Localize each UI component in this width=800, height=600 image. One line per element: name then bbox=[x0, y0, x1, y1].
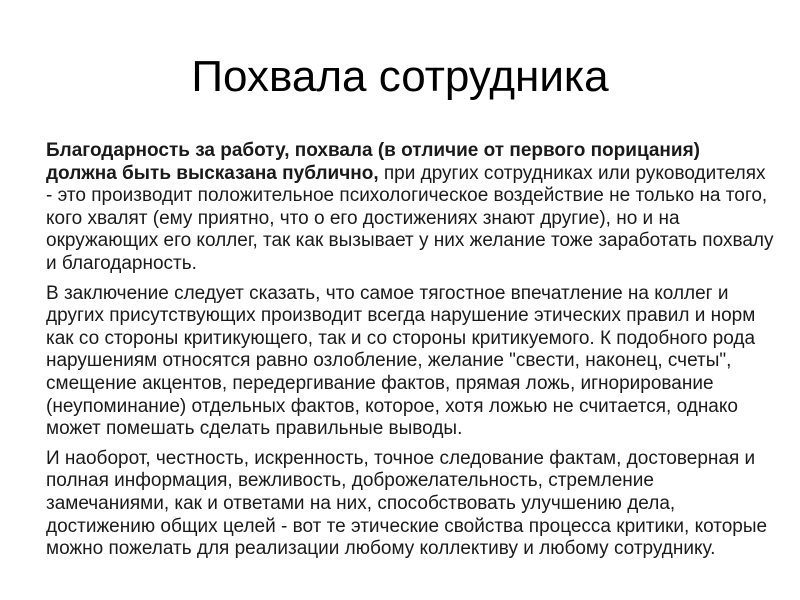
paragraph-conclusion bbox=[46, 283, 776, 441]
slide-title: Похвала сотрудника bbox=[191, 52, 609, 101]
paragraph-praise-bold: Благодарность за работу, похвала (в отличие от первого порицания) должна быть высказана публично, bbox=[46, 140, 700, 184]
paragraph-ethics bbox=[46, 448, 776, 561]
paragraph-praise bbox=[46, 140, 776, 276]
slide-body bbox=[46, 140, 776, 568]
paragraph-conclusion-text: В заключение следует сказать, что самое тягостное впечатление на коллег и других присутствующих производит всегда нарушение этических правил и норм как со стороны критикующего, так и со стороны критикуемого. К подобного рода нарушениям относятся равно озлобление, желание "свести, наконец, счеты", смещение акцентов, передергивание фактов, прямая ложь, игнорирование (неупоминание) отдельных фактов, которое, хотя ложью не считается, однако может помешать сделать правильные выводы. bbox=[46, 282, 756, 440]
paragraph-praise-text: при других сотрудниках или руководителях - это производит положительное психологическое воздействие не только на того, кого хвалят (ему приятно, что о его достижениях знают другие), но и на окружающих его коллег, так как вызывает у них желание тоже заработать похвалу и благодарность. bbox=[46, 162, 774, 274]
paragraph-ethics-text: И наоборот, честность, искренность, точное следование фактам, достоверная и полная информация, вежливость, доброжелательность, стремление замечаниями, как и ответами на них, способствовать улучшению дела, достижению общих целей - вот те этические свойства процесса критики, которые можно пожелать для реализации любому коллективу и любому сотруднику. bbox=[46, 447, 768, 560]
